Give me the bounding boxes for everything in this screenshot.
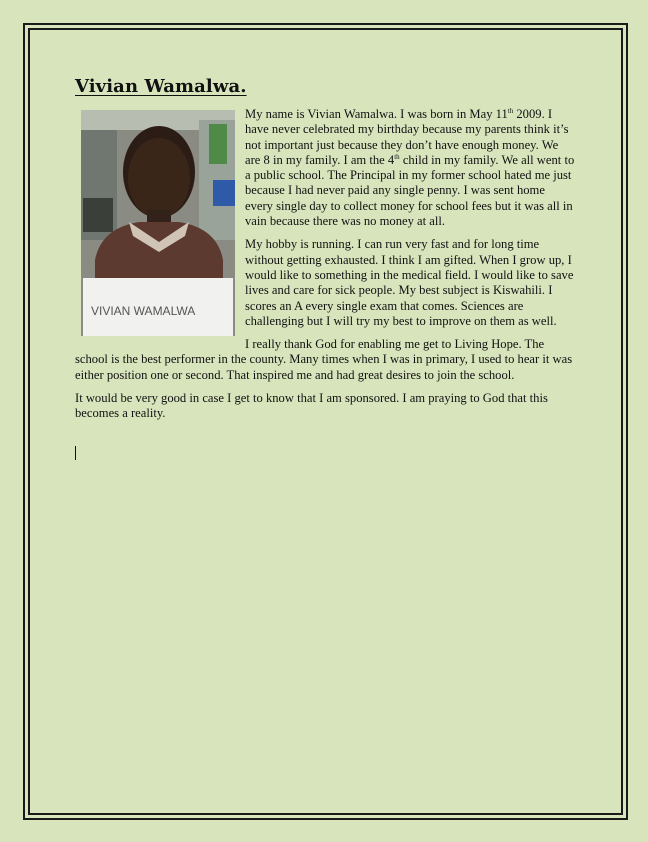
paragraph-2: My hobby is running. I can run very fast and for long time without getting exhausted. I think I am gifted. When I grow up, I would like to something in the medical field. I would like to save lives and care for sick people. My best subject is Kiswahili. I scores an A every single exam that comes. Sciences are challenging but I will try my best to improve on them as well. bbox=[245, 237, 574, 328]
document-title: Vivian Wamalwa. bbox=[75, 76, 247, 97]
paragraph-1: My name is Vivian Wamalwa. I was born in May 11th 2009. I have never celebrated my birthday because my parents think it’s not important just because they don’t have enough money. We are 8 in my family. I am the 4th child in my family. We all went to a public school. The Principal in my former school hated me just because I had never paid any single penny. I was sent home every single day to collect money for school fees but it was all in vain because there was no money at all. bbox=[245, 107, 575, 229]
student-photo bbox=[81, 110, 235, 336]
document-body[interactable] bbox=[75, 74, 575, 430]
student-photo-image bbox=[81, 110, 235, 336]
paragraph-3: I really thank God for enabling me get to Living Hope. The school is the best performer in the county. Many times when I was in primary, I used to hear it was either position one or second. That inspired me and had great desires to join the school. bbox=[75, 337, 573, 382]
text-cursor bbox=[75, 446, 76, 460]
photo-sign-text: VIVIAN WAMALWA bbox=[91, 304, 196, 318]
paragraph-4: It would be very good in case I get to know that I am sponsored. I am praying to God that this becomes a reality. bbox=[75, 391, 548, 421]
